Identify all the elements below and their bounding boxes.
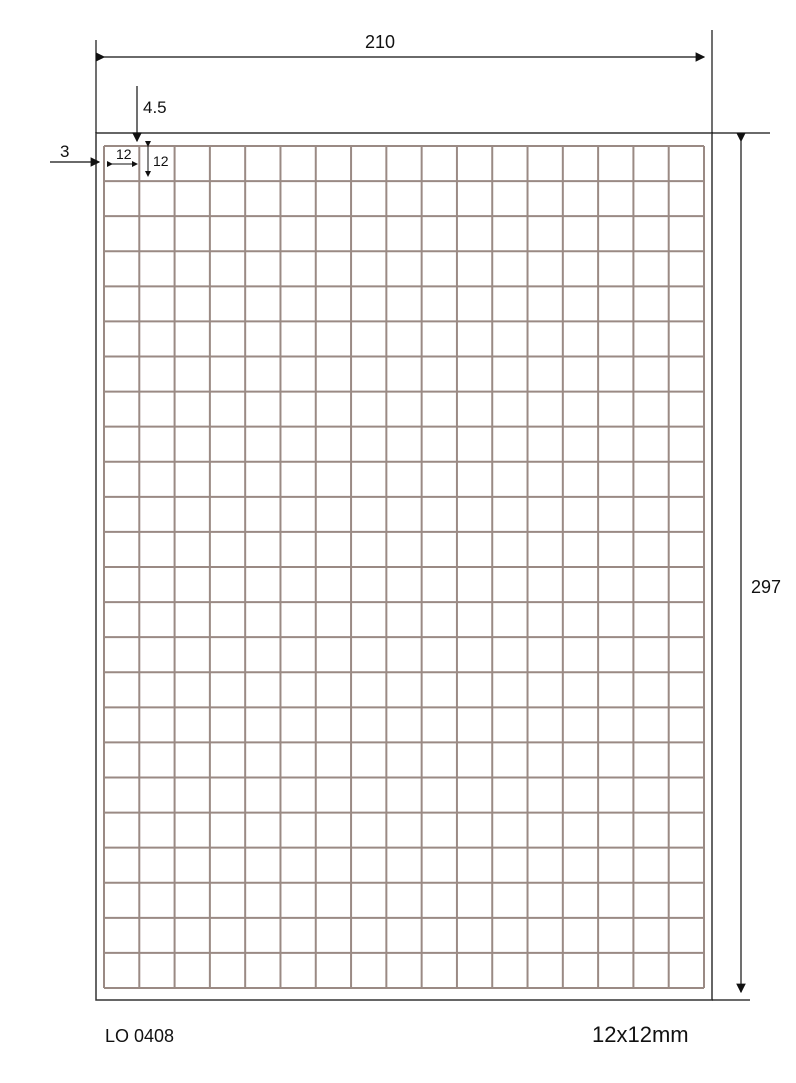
product-code: LO 0408: [105, 1026, 175, 1046]
top-margin-label: 4.5: [143, 98, 167, 117]
cell-width-label: 12: [116, 146, 132, 162]
cell-height-label: 12: [153, 153, 169, 169]
left-margin-label: 3: [60, 142, 70, 161]
width-label: 210: [364, 32, 396, 52]
height-label: 297: [750, 577, 782, 597]
label-size: 12x12mm: [592, 1022, 689, 1047]
